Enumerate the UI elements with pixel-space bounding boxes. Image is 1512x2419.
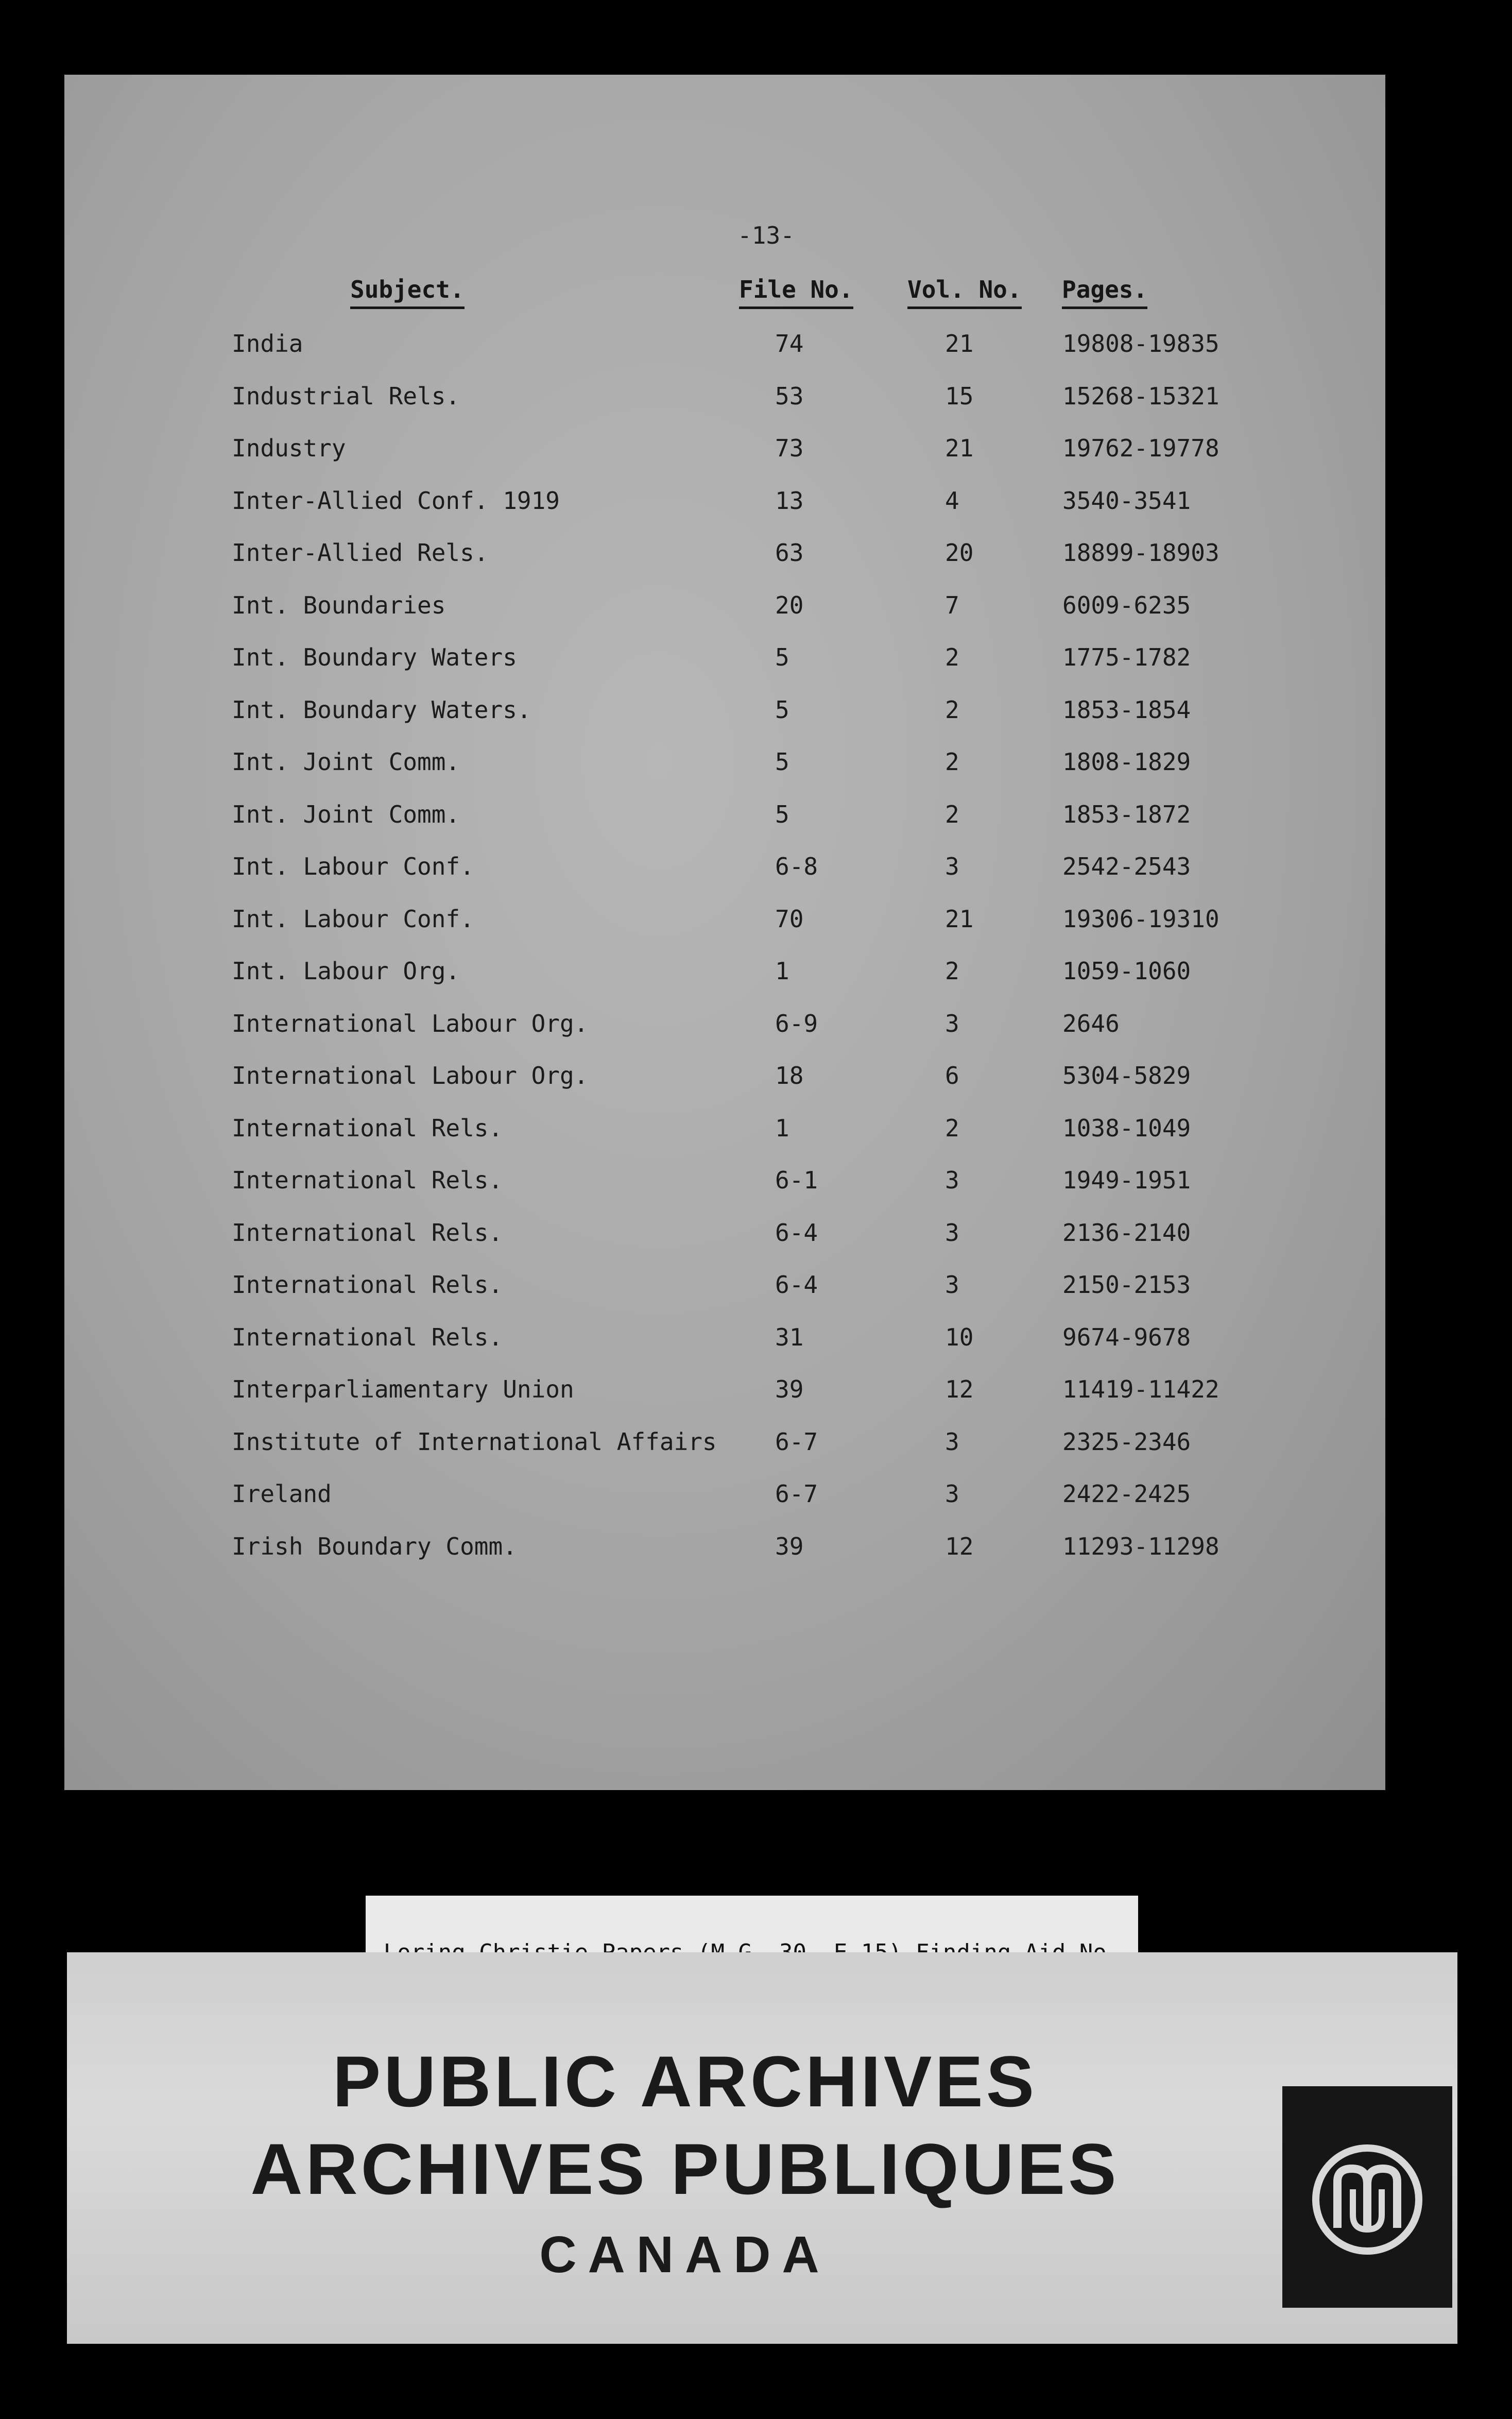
- row-file-no: 31: [775, 1323, 804, 1351]
- row-file-no: 74: [775, 330, 804, 357]
- row-file-no: 73: [775, 434, 804, 462]
- row-pages: 11293-11298: [1062, 1532, 1219, 1560]
- row-file-no: 5: [775, 800, 789, 828]
- table-row: [64, 643, 1385, 696]
- row-subject: Industrial Rels.: [232, 382, 460, 410]
- row-vol-no: 20: [945, 539, 974, 567]
- row-vol-no: 7: [945, 591, 959, 619]
- row-pages: 2542-2543: [1062, 853, 1191, 880]
- row-pages: 2646: [1062, 1009, 1120, 1037]
- row-pages: 9674-9678: [1062, 1323, 1191, 1351]
- row-subject: International Rels.: [232, 1271, 503, 1299]
- row-file-no: 39: [775, 1375, 804, 1403]
- row-file-no: 6-1: [775, 1166, 818, 1194]
- row-vol-no: 21: [945, 905, 974, 933]
- banner-line-country: CANADA: [539, 2226, 831, 2284]
- row-file-no: 6-9: [775, 1009, 818, 1037]
- row-subject: Inter-Allied Conf. 1919: [232, 486, 560, 515]
- row-pages: 3540-3541: [1062, 486, 1191, 515]
- archives-banner: [67, 1952, 1457, 2344]
- row-pages: 1808-1829: [1062, 748, 1191, 776]
- row-subject: International Labour Org.: [232, 1062, 589, 1089]
- row-file-no: 6-4: [775, 1218, 818, 1247]
- row-subject: International Rels.: [232, 1166, 503, 1194]
- row-subject: Int. Boundaries: [232, 591, 446, 619]
- row-subject: International Rels.: [232, 1323, 503, 1351]
- row-pages: 1853-1854: [1062, 695, 1191, 724]
- row-file-no: 70: [775, 905, 804, 933]
- row-pages: 1949-1951: [1062, 1166, 1191, 1194]
- row-pages: 18899-18903: [1062, 539, 1219, 567]
- banner-line-english: PUBLIC ARCHIVES: [332, 2041, 1038, 2122]
- row-pages: 19808-19835: [1062, 330, 1219, 357]
- row-file-no: 5: [775, 695, 789, 724]
- row-file-no: 6-7: [775, 1427, 818, 1456]
- banner-line-french: ARCHIVES PUBLIQUES: [250, 2128, 1120, 2209]
- row-file-no: 6-7: [775, 1480, 818, 1508]
- table-row: [64, 1323, 1385, 1376]
- table-row: [64, 1062, 1385, 1114]
- row-vol-no: 3: [945, 1218, 959, 1247]
- row-vol-no: 3: [945, 1009, 959, 1037]
- table-row: [64, 696, 1385, 748]
- row-subject: Irish Boundary Comm.: [232, 1532, 517, 1560]
- row-subject: Inter-Allied Rels.: [232, 539, 489, 567]
- table-row: [64, 539, 1385, 591]
- row-pages: 15268-15321: [1062, 382, 1219, 410]
- row-vol-no: 3: [945, 1166, 959, 1194]
- row-file-no: 63: [775, 539, 804, 567]
- table-row: [64, 382, 1385, 435]
- row-pages: 2422-2425: [1062, 1480, 1191, 1508]
- header-pages: Pages.: [1062, 276, 1147, 309]
- table-row: [64, 1271, 1385, 1323]
- table-row: [64, 1532, 1385, 1585]
- header-file-no: File No.: [739, 276, 853, 309]
- row-pages: 2136-2140: [1062, 1218, 1191, 1247]
- table-row: [64, 330, 1385, 382]
- table-row: [64, 905, 1385, 958]
- row-vol-no: 3: [945, 1427, 959, 1456]
- row-file-no: 20: [775, 591, 804, 619]
- table-row: [64, 1010, 1385, 1062]
- row-vol-no: 2: [945, 748, 959, 776]
- table-row: [64, 487, 1385, 539]
- row-file-no: 39: [775, 1532, 804, 1560]
- row-vol-no: 12: [945, 1375, 974, 1403]
- row-pages: 11419-11422: [1062, 1375, 1219, 1403]
- row-file-no: 6-4: [775, 1271, 818, 1299]
- table-row: [64, 1114, 1385, 1167]
- row-vol-no: 3: [945, 1271, 959, 1299]
- row-vol-no: 4: [945, 486, 959, 515]
- row-subject: International Rels.: [232, 1218, 503, 1247]
- row-vol-no: 15: [945, 382, 974, 410]
- row-pages: 19762-19778: [1062, 434, 1219, 462]
- row-subject: Int. Joint Comm.: [232, 800, 460, 828]
- row-vol-no: 2: [945, 800, 959, 828]
- row-vol-no: 6: [945, 1062, 959, 1089]
- row-file-no: 1: [775, 1114, 789, 1142]
- row-file-no: 5: [775, 748, 789, 776]
- table-row: [64, 1428, 1385, 1480]
- table-row: [64, 1375, 1385, 1428]
- row-subject: Institute of International Affairs: [232, 1427, 717, 1456]
- row-pages: 19306-19310: [1062, 905, 1219, 933]
- table-row: [64, 591, 1385, 644]
- row-vol-no: 2: [945, 695, 959, 724]
- row-file-no: 6-8: [775, 853, 818, 880]
- table-row: [64, 1166, 1385, 1219]
- table-row: [64, 748, 1385, 800]
- row-subject: Int. Boundary Waters.: [232, 695, 531, 724]
- row-file-no: 13: [775, 486, 804, 515]
- row-file-no: 18: [775, 1062, 804, 1089]
- table-row: [64, 434, 1385, 487]
- row-pages: 2325-2346: [1062, 1427, 1191, 1456]
- row-subject: Int. Labour Org.: [232, 957, 460, 985]
- row-subject: Industry: [232, 434, 346, 462]
- row-pages: 1059-1060: [1062, 957, 1191, 985]
- row-vol-no: 2: [945, 643, 959, 671]
- table-row: [64, 1480, 1385, 1532]
- row-subject: International Rels.: [232, 1114, 503, 1142]
- row-vol-no: 3: [945, 1480, 959, 1508]
- row-subject: Int. Boundary Waters: [232, 643, 517, 671]
- row-vol-no: 21: [945, 434, 974, 462]
- row-subject: Ireland: [232, 1480, 332, 1508]
- row-vol-no: 2: [945, 957, 959, 985]
- row-vol-no: 12: [945, 1532, 974, 1560]
- row-subject: International Labour Org.: [232, 1009, 589, 1037]
- archives-monogram-icon: [1282, 2086, 1452, 2308]
- row-subject: Int. Labour Conf.: [232, 905, 474, 933]
- row-pages: 1038-1049: [1062, 1114, 1191, 1142]
- index-table: [64, 330, 1385, 1585]
- row-subject: Int. Joint Comm.: [232, 748, 460, 776]
- page-number: -13-: [737, 222, 795, 249]
- row-pages: 2150-2153: [1062, 1271, 1191, 1299]
- table-row: [64, 853, 1385, 905]
- table-row: [64, 800, 1385, 853]
- row-file-no: 5: [775, 643, 789, 671]
- table-row: [64, 1219, 1385, 1271]
- row-subject: India: [232, 330, 303, 357]
- row-subject: Int. Labour Conf.: [232, 853, 474, 880]
- row-subject: Interparliamentary Union: [232, 1375, 574, 1403]
- row-pages: 6009-6235: [1062, 591, 1191, 619]
- row-vol-no: 21: [945, 330, 974, 357]
- row-vol-no: 10: [945, 1323, 974, 1351]
- table-row: [64, 957, 1385, 1010]
- header-vol-no: Vol. No.: [907, 276, 1022, 309]
- row-pages: 5304-5829: [1062, 1062, 1191, 1089]
- header-subject: Subject.: [350, 276, 465, 309]
- row-file-no: 53: [775, 382, 804, 410]
- row-pages: 1775-1782: [1062, 643, 1191, 671]
- row-file-no: 1: [775, 957, 789, 985]
- document-page: [64, 75, 1385, 1790]
- row-vol-no: 2: [945, 1114, 959, 1142]
- row-pages: 1853-1872: [1062, 800, 1191, 828]
- row-vol-no: 3: [945, 853, 959, 880]
